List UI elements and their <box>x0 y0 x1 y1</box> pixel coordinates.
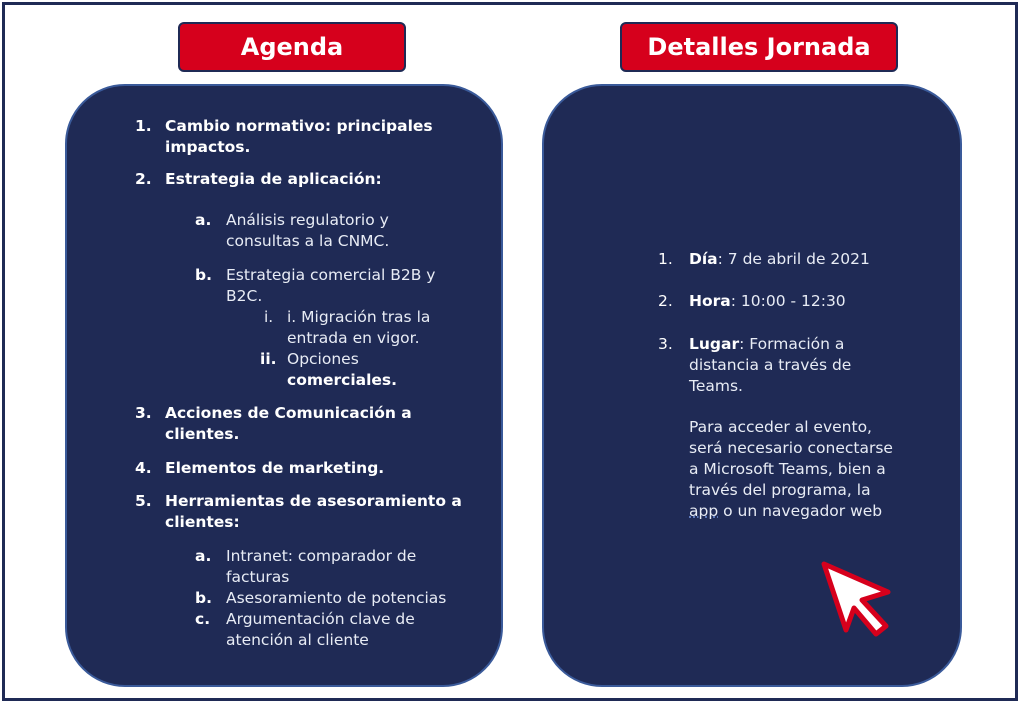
agenda-item-1: Cambio normativo: principales impactos. <box>165 117 433 156</box>
agenda-sub-item-5c: Argumentación clave de atención al cliente <box>226 610 415 649</box>
detail-dia: Día: 7 de abril de 2021 <box>689 250 870 268</box>
sub-item-number: a. <box>195 211 212 229</box>
detail-number: 2. <box>658 292 673 310</box>
agenda-sub-sub-item-ii: Opciones comerciales. <box>287 350 398 389</box>
details-title: Detalles Jornada <box>620 22 898 72</box>
detail-number: 3. <box>658 335 673 353</box>
agenda-item-number: 1. <box>135 117 152 135</box>
cursor-arrow-icon <box>816 560 896 640</box>
agenda-item-4: Elementos de marketing. <box>165 459 385 477</box>
sub-item-number: c. <box>195 610 211 628</box>
agenda-item-number: 5. <box>135 492 152 510</box>
agenda-item-number: 4. <box>135 459 152 477</box>
agenda-title: Agenda <box>178 22 406 72</box>
sub-sub-item-number: ii. <box>260 350 277 368</box>
sub-item-number: b. <box>195 266 212 284</box>
sub-item-number: b. <box>195 589 212 607</box>
agenda-sub-item-5a: Intranet: comparador de facturas <box>226 547 417 586</box>
details-panel <box>542 84 962 687</box>
agenda-sub-sub-item-i: i. Migración tras la entrada en vigor. <box>287 308 431 347</box>
agenda-sub-item-5b: Asesoramiento de potencias <box>226 589 447 607</box>
agenda-item-5: Herramientas de asesoramiento a clientes: <box>165 492 462 531</box>
agenda-sub-item-2a: Análisis regulatorio y consultas a la CNMC. <box>226 211 390 250</box>
agenda-panel <box>65 84 503 687</box>
access-note: Para acceder al evento, será necesario conectarse a Microsoft Teams, bien a través del programa, la app o un navegador web <box>689 418 893 520</box>
app-link[interactable]: app <box>689 502 719 520</box>
agenda-item-2: Estrategia de aplicación: <box>165 170 382 188</box>
sub-item-number: a. <box>195 547 212 565</box>
agenda-item-3: Acciones de Comunicación a clientes. <box>165 404 412 443</box>
detail-hora: Hora: 10:00 - 12:30 <box>689 292 846 310</box>
agenda-item-number: 3. <box>135 404 152 422</box>
agenda-sub-item-2b: Estrategia comercial B2B y B2C. <box>226 266 436 305</box>
detail-lugar: Lugar: Formación a distancia a través de Teams. <box>689 335 852 395</box>
agenda-item-number: 2. <box>135 170 152 188</box>
sub-sub-item-number: i. <box>264 308 274 326</box>
detail-number: 1. <box>658 250 673 268</box>
